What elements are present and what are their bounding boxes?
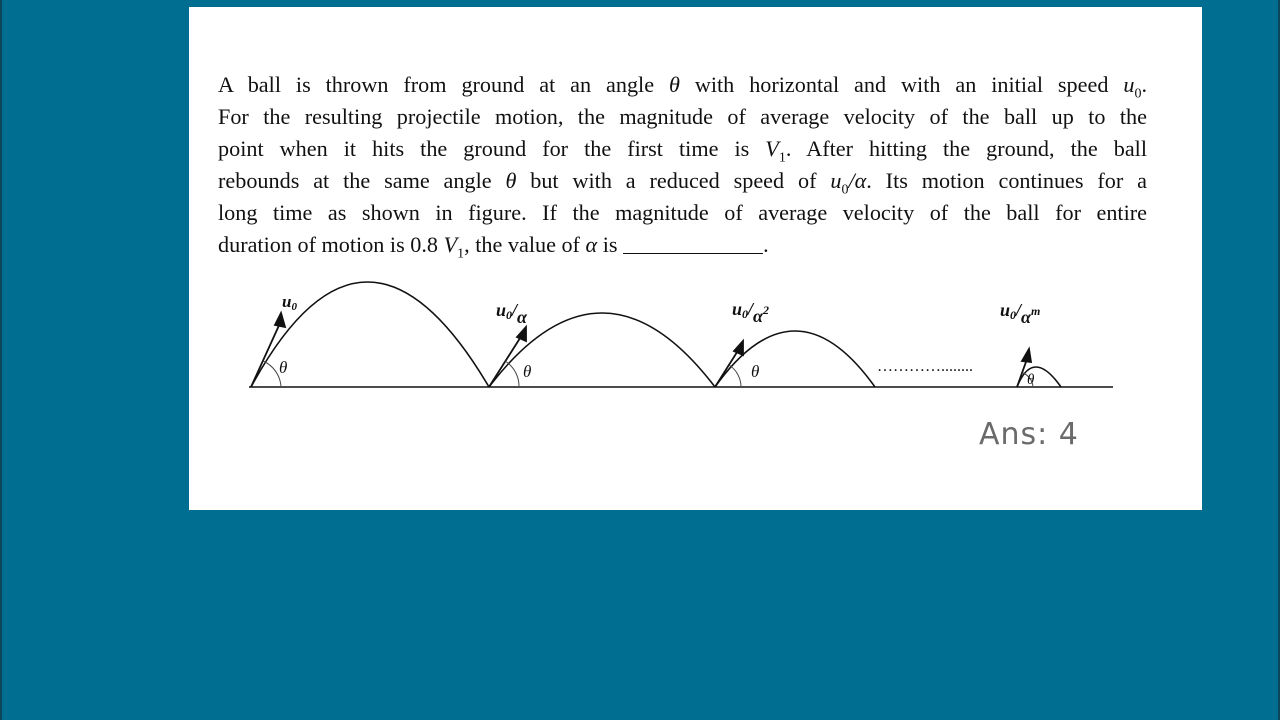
speed-label-1: u0 [282, 292, 297, 313]
continuation-dots: …………........ [877, 358, 973, 375]
velocity-arrow-1 [251, 321, 281, 387]
arrow-head-icon [517, 327, 526, 341]
angle-label-2: θ [523, 362, 532, 381]
problem-line-4: rebounds at the same angle θ but with a reduced speed of $u_0/\alpha$. Its motion continues for a [218, 168, 1147, 198]
problem-card [189, 7, 1202, 510]
angle-label-1: θ [279, 358, 288, 377]
angle-label-3: θ [751, 362, 760, 381]
arrow-head-icon [1022, 349, 1031, 362]
handwritten-answer: Ans: 4 [979, 417, 1079, 452]
arrow-head-icon [734, 341, 743, 355]
problem-line-5: long time as shown in figure. If the magnitude of average velocity of the ball for entire [218, 200, 1147, 225]
trajectory-3 [715, 331, 875, 387]
velocity-arrow-3 [715, 349, 739, 387]
problem-line-6: duration of motion is 0.8 $V_1$, the value of α is . [218, 232, 769, 262]
problem-line-2: For the resulting projectile motion, the magnitude of average velocity of the ball up to the [218, 104, 1147, 129]
arrow-head-icon [275, 313, 285, 327]
problem-line-1: A ball is thrown from ground at an angle θ with horizontal and with an initial speed $u_0$. [218, 72, 1148, 102]
speed-label-3: $u0/\alpha^2$ [732, 299, 769, 326]
angle-label-last: θ [1027, 372, 1035, 388]
angle-arc-3 [729, 365, 741, 387]
speed-label-last: $u0/\alpha^m$ [1000, 300, 1041, 327]
speed-label-2: u0/α [496, 300, 527, 327]
problem-line-3: point when it hits the ground for the first time is $V_1$. After hitting the ground, the ball [218, 136, 1147, 166]
